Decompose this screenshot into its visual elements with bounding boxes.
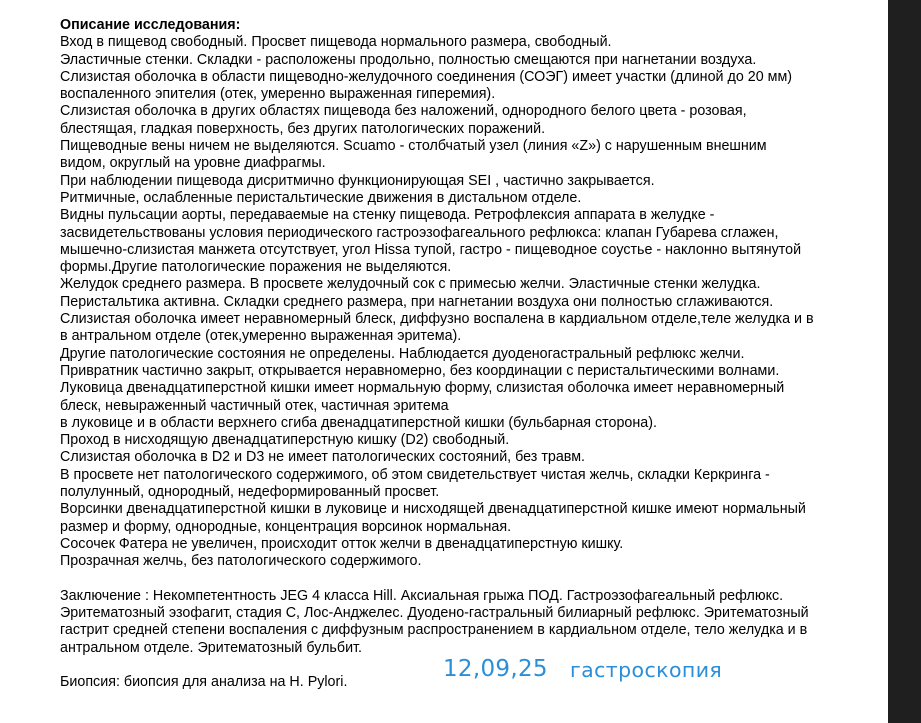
description-line: размер и форму, однородные, концентрация ворсинок нормальная. [60, 518, 512, 535]
description-line: Вход в пищевод свободный. Просвет пищевода нормального размера, свободный. [60, 34, 612, 51]
window-scrollbar-track[interactable] [888, 0, 921, 723]
conclusion-text [60, 588, 860, 657]
description-line: полулунный, однородный, недеформированный просвет. [60, 484, 440, 501]
description-line: Пищеводные вены ничем не выделяются. Scuamo - столбчатый узел (линия «Z») с нарушенным внешним [60, 138, 767, 155]
document-body [60, 17, 860, 692]
description-line: Луковица двенадцатиперстной кишки имеет нормальную форму, слизистая оболочка имеет неравномерный [60, 380, 785, 397]
conclusion-line: Заключение : Некомпетентность JEG 4 класса Hill. Аксиальная грыжа ПОД. Гастроэзофагеальный рефлюкс. [60, 587, 784, 604]
description-line: Другие патологические состояния не определены. Наблюдается дуоденогастральный рефлюкс желчи. [60, 345, 745, 362]
description-line: Слизистая оболочка в области пищеводно-желудочного соединения (СОЭГ) имеет участки (длиной до 20 мм) [60, 68, 793, 85]
description-line: Перистальтика активна. Складки среднего размера, при нагнетании воздуха они полностью сглаживаются. [60, 293, 774, 310]
description-line: воспаленного эпителия (отек, умеренно выраженная гиперемия). [60, 86, 496, 103]
description-line: в антральном отделе (отек,умеренно выраженная эритема). [60, 328, 462, 345]
description-line: формы.Другие патологические поражения не выделяются. [60, 259, 452, 276]
description-line: Видны пульсации аорты, передаваемые на стенку пищевода. Ретрофлексия аппарата в желудке - [60, 207, 715, 224]
description-line: Желудок среднего размера. В просвете желудочный сок с примесью желчи. Эластичные стенки желудка. [60, 276, 761, 293]
description-line: Эластичные стенки. Складки - расположены продольно, полностью смещаются при нагнетании воздуха. [60, 51, 757, 68]
description-line: видом, округлый на уровне диафрагмы. [60, 155, 326, 172]
conclusion-line: Эритематозный эзофагит, стадия С, Лос-Анджелес. Дуодено-гастральный билиарный рефлюкс. Эритематозный [60, 605, 809, 622]
description-line: Проход в нисходящую двенадцатиперстную кишку (D2) свободный. [60, 432, 510, 449]
paragraph-gap [60, 571, 860, 588]
description-line: в луковице и в области верхнего сгиба двенадцатиперстной кишки (бульбарная сторона). [60, 414, 657, 431]
description-line: Ритмичные, ослабленные перистальтические движения в дистальном отделе. [60, 189, 582, 206]
handwritten-date: 12,09,25 [443, 656, 548, 682]
description-line: Слизистая оболочка в других областях пищевода без наложений, однородного белого цвета - розовая, [60, 103, 747, 120]
conclusion-line: антральном отделе. Эритематозный бульбит. [60, 639, 362, 656]
description-line: Ворсинки двенадцатиперстной кишки в луковице и нисходящей двенадцатиперстной кишке имеют нормальный [60, 501, 806, 518]
description-line: В просвете нет патологического содержимого, об этом свидетельствует чистая желчь, складки Керкринга - [60, 466, 770, 483]
description-line: мышечно-слизистая манжета отсутствует, угол Hissa тупой, гастро - пищеводное соустье - наклонно вытянутой [60, 241, 802, 258]
description-line: Сосочек Фатера не увеличен, происходит отток желчи в двенадцатиперстную кишку. [60, 535, 624, 552]
description-line: Слизистая оболочка в D2 и D3 не имеет патологических состояний, без травм. [60, 449, 586, 466]
description-line: При наблюдении пищевода дисритмично функционирующая SEI , частично закрывается. [60, 172, 655, 189]
description-line: Привратник частично закрыт, открывается неравномерно, без координации с перистальтическими волнами. [60, 362, 780, 379]
study-description-heading: Описание исследования: [60, 17, 241, 33]
handwritten-procedure-name: гастроскопия [570, 658, 723, 682]
description-line: Прозрачная желчь, без патологического содержимого. [60, 553, 422, 570]
description-line: Слизистая оболочка имеет неравномерный блеск, диффузно воспалена в кардиальном отделе,теле желудка и в [60, 311, 814, 328]
study-description-text [60, 34, 860, 570]
description-line: блеск, невыраженный частичный отек, частичная эритема [60, 397, 449, 414]
description-line: засвидетельствованы условия периодического гастроэзофагеального рефлюкса: клапан Губарева сглажен, [60, 224, 779, 241]
biopsy-line: Биопсия: биопсия для анализа на H. Pylori. [60, 674, 348, 691]
description-line: блестящая, гладкая поверхность, без других патологических поражений. [60, 120, 546, 137]
conclusion-line: гастрит средней степени воспаления с диффузным распространением в кардиальном отделе, тело желудка и в [60, 622, 808, 639]
